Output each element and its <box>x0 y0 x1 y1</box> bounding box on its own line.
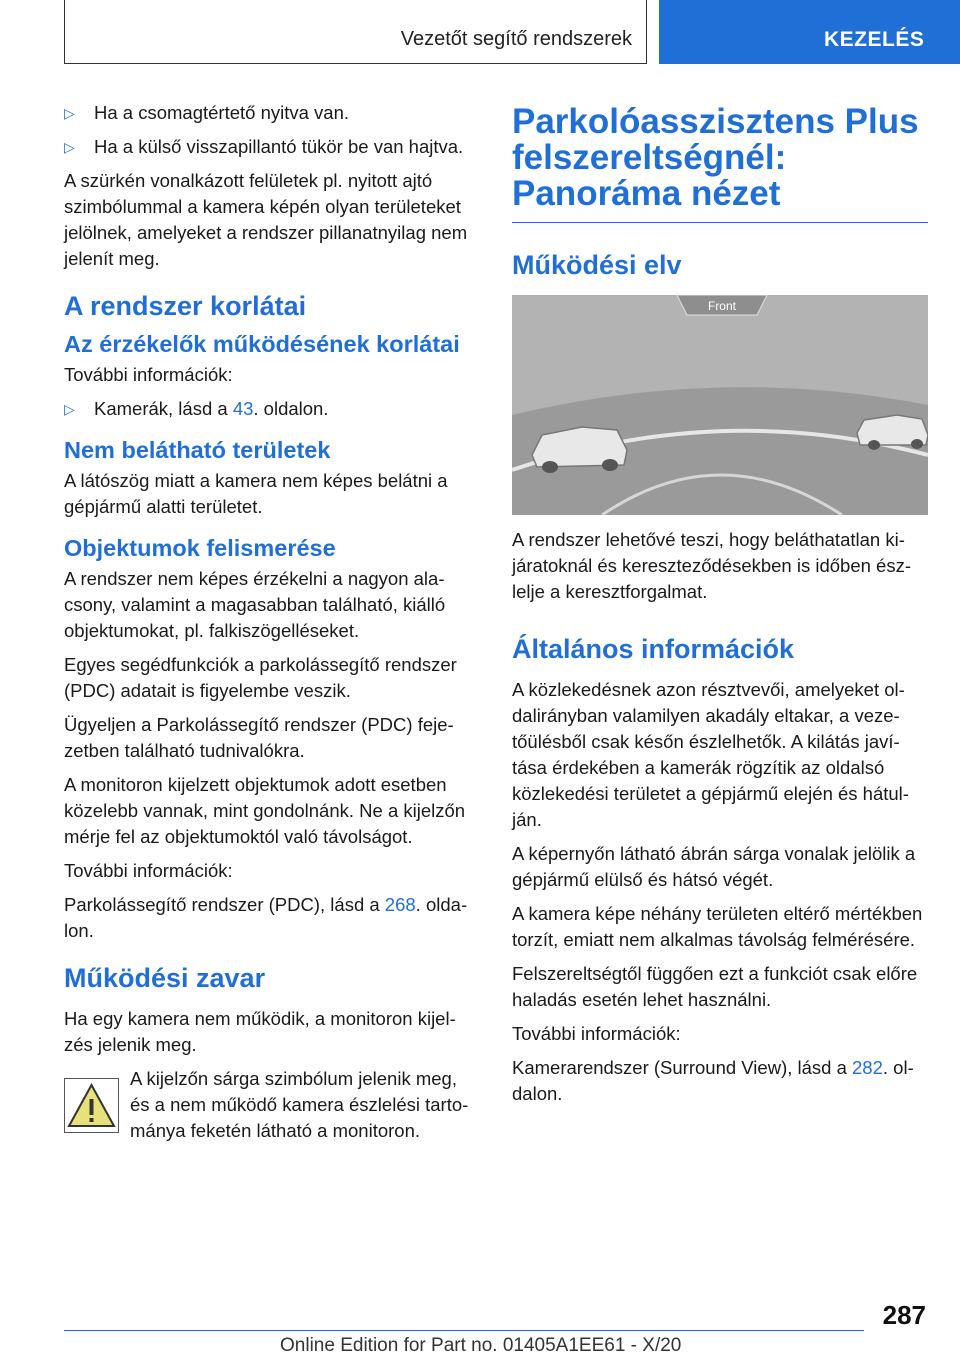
warning-triangle-icon <box>64 1078 119 1133</box>
warning-note: A kijelzőn sárga szimbólum jelenik meg, és a nem működő kamera észlelési tartománya feketén látható a monitoron. <box>64 1066 478 1144</box>
triangle-bullet-icon: ▷ <box>64 139 75 155</box>
list-item: ▷ Kamerák, lásd a 43. oldalon. <box>64 396 478 422</box>
paragraph: Parkolássegítő rendszer (PDC), lásd a 268. oldalon. <box>64 894 468 941</box>
paragraph: A monitoron kijelzett objektumok adott esetben közelebb vannak, mint gondolnánk. Ne a kijelzőn mérje fel az objektumoktól való távolságot. <box>64 774 466 847</box>
footer-edition: Online Edition for Part no. 01405A1EE61 - X/20 <box>280 1335 682 1356</box>
paragraph: A kamera képe néhány területen eltérő mértékben torzít, emiatt nem alkalmas távolság felmérésére. <box>512 903 923 950</box>
panorama-view-illustration <box>512 295 928 515</box>
paragraph: Egyes segédfunkciók a parkolássegítő rendszer (PDC) adatait is figyelembe veszik. <box>64 654 457 701</box>
paragraph: Ügyeljen a Parkolássegítő rendszer (PDC) fejezetben található tudnivalókra. <box>64 714 454 761</box>
page-link-43[interactable]: 43 <box>232 398 254 419</box>
header-chapter-tab[interactable]: KEZELÉS <box>659 0 960 64</box>
paragraph: A szürkén vonalkázott felületek pl. nyitott ajtó szimbólummal a kamera képén olyan területeket jelölnek, amelyeket a rendszer pillanatnyilag nem jelenít meg. <box>64 170 468 269</box>
paragraph: További információk: <box>64 364 233 385</box>
heading-general-info: Általános információk <box>512 634 795 664</box>
paragraph: Felszereltségtől függően ezt a funkciót csak előre haladás esetén lehet használni. <box>512 963 918 1010</box>
paragraph: A látószög miatt a kamera nem képes belátni a gépjármű alatti területet. <box>64 470 448 517</box>
paragraph: További információk: <box>64 860 233 881</box>
left-column <box>64 100 478 1144</box>
list-item: ▷ Ha a külső visszapillantó tükör be van hajtva. <box>64 134 478 160</box>
paragraph: A rendszer nem képes érzékelni a nagyon alacsony, valamint a magasabban található, kiálló objektumokat, pl. falkiszögelléseket. <box>64 568 446 641</box>
paragraph: A képernyőn látható ábrán sárga vonalak jelölik a gépjármű elülső és hátsó végét. <box>512 843 916 890</box>
paragraph: Kamerarendszer (Surround View), lásd a 282. oldalon. <box>512 1057 914 1104</box>
triangle-bullet-icon: ▷ <box>64 401 75 417</box>
paragraph: A közlekedésnek azon résztvevői, amelyeket oldalirányban valamilyen akadály eltakar, a vezetőülésből csak későn észlelhetők. A kilátás javítása érdekében a kamerák rögzítik az oldalsó közlekedési területet a gépjármű elején és hátulján. <box>512 679 909 830</box>
page-link-282[interactable]: 282 <box>852 1057 883 1078</box>
heading-sensor-limits: Az érzékelők működésének korlátai <box>64 331 460 357</box>
right-column <box>512 104 928 1115</box>
header-section-title: Vezetőt segítő rendszerek <box>64 0 647 64</box>
heading-principle: Működési elv <box>512 250 682 280</box>
heading-system-limits: A rendszer korlátai <box>64 291 307 321</box>
paragraph: További információk: <box>512 1023 681 1044</box>
title-divider <box>512 222 928 223</box>
triangle-bullet-icon: ▷ <box>64 105 75 121</box>
front-label: Front <box>707 299 737 313</box>
car-right-icon <box>857 415 928 450</box>
car-left-icon <box>532 427 627 473</box>
footer-divider <box>64 1330 864 1331</box>
page-title: Parkolóasszisztens Plus felszereltségnél: Panoráma nézet <box>512 102 919 213</box>
list-item: ▷ Ha a csomagtértető nyitva van. <box>64 100 478 126</box>
heading-blind-areas: Nem belátható területek <box>64 437 331 463</box>
page-link-268[interactable]: 268 <box>384 894 416 915</box>
paragraph: A rendszer lehetővé teszi, hogy beláthatatlan kijáratoknál és kereszteződésekben is időben észlelje a keresztforgalmat. <box>512 529 912 602</box>
heading-malfunction: Működési zavar <box>64 963 266 993</box>
heading-object-detection: Objektumok felismerése <box>64 535 336 561</box>
paragraph: Ha egy kamera nem működik, a monitoron kijelzés jelenik meg. <box>64 1008 456 1055</box>
page-number: 287 <box>882 1300 926 1330</box>
